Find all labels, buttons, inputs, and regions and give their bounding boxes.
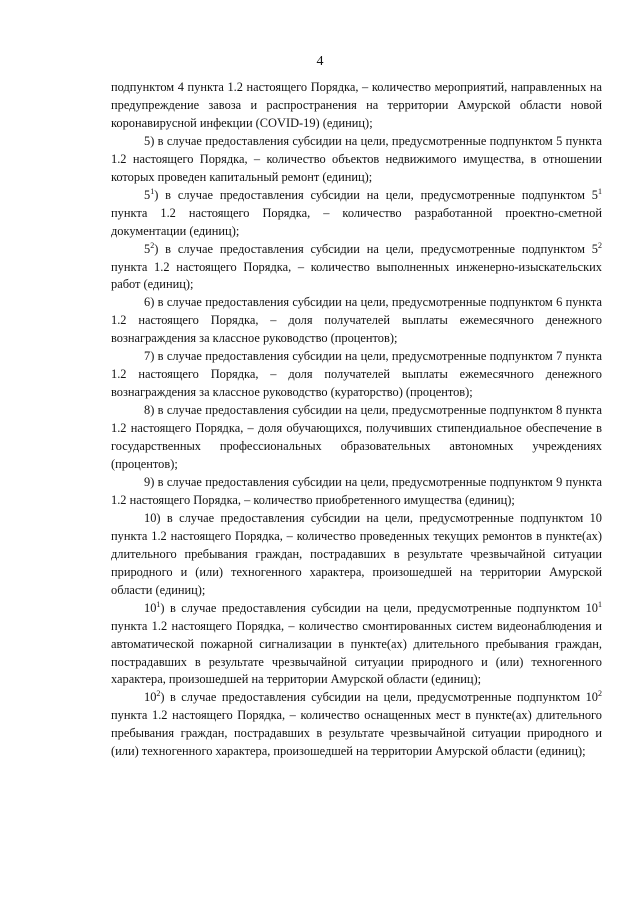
paragraph-item-5: 5) в случае предоставления субсидии на цели, предусмотренные подпунктом 5 пункта 1.2 настоящего Порядка, – количество объектов недвижимого имущества, в отношении которых проведен капитальный ремонт (единиц); <box>111 133 602 184</box>
page-number: 4 <box>316 54 324 69</box>
paragraph-continuation: подпунктом 4 пункта 1.2 настоящего Порядка, – количество мероприятий, направленных на предупреждение завоза и распространения на территории Амурской области новой коронавирусной инфекции (COVID-19) (единиц); <box>111 80 602 130</box>
paragraph-item-9: 9) в случае предоставления субсидии на цели, предусмотренные подпунктом 9 пункта 1.2 настоящего Порядка, – количество приобретенного имущества (единиц); <box>111 474 602 507</box>
paragraph-item-6: 6) в случае предоставления субсидии на цели, предусмотренные подпунктом 6 пункта 1.2 настоящего Порядка, – доля получателей выплаты ежемесячного денежного вознаграждения за классное руководство (процентов); <box>111 295 602 346</box>
document-body <box>111 79 602 761</box>
paragraph-item-5-1: $5^1$) в случае предоставления субсидии на цели, предусмотренные подпунктом $5^1$ пункта 1.2 настоящего Порядка, – количество разработанной проектно-сметной документации (единиц); <box>111 186 602 238</box>
paragraph-item-7: 7) в случае предоставления субсидии на цели, предусмотренные подпунктом 7 пункта 1.2 настоящего Порядка, – доля получателей выплаты ежемесячного денежного вознаграждения за классное руководство (кураторство) (процентов); <box>111 349 602 400</box>
paragraph-item-10-1: $10^1$) в случае предоставления субсидии на цели, предусмотренные подпунктом $10^1$ пункта 1.2 настоящего Порядка, – количество смонтированных систем видеонаблюдения и автоматической пожарной сигнализации в пункте(ах) длительного пребывания граждан, пострадавших в результате чрезвычайной ситуации природного и (или) техногенного характера, произошедшей на территории Амурской области (единиц); <box>111 599 602 687</box>
paragraph-item-5-2: $5^2$) в случае предоставления субсидии на цели, предусмотренные подпунктом $5^2$ пункта 1.2 настоящего Порядка, – количество выполненных инженерно-изыскательских работ (единиц); <box>111 240 602 292</box>
paragraph-item-10: 10) в случае предоставления субсидии на цели, предусмотренные подпунктом 10 пункта 1.2 настоящего Порядка, – количество проведенных текущих ремонтов в пункте(ах) длительного пребывания граждан, пострадавших в результате чрезвычайной ситуации природного и (или) техногенного характера, произошедшей на территории Амурской области (единиц); <box>111 510 602 597</box>
paragraph-item-8: 8) в случае предоставления субсидии на цели, предусмотренные подпунктом 8 пункта 1.2 настоящего Порядка, – доля обучающихся, получивших стипендиальное обеспечение в государственных профессиональных образовательных автономных учреждениях (процентов); <box>111 403 602 472</box>
paragraph-item-10-2: $10^2$) в случае предоставления субсидии на цели, предусмотренные подпунктом $10^2$ пункта 1.2 настоящего Порядка, – количество оснащенных мест в пункте(ах) длительного пребывания граждан, пострадавших в результате чрезвычайной ситуации природного и (или) техногенного характера, произошедшей на территории Амурской области (единиц); <box>111 689 602 759</box>
